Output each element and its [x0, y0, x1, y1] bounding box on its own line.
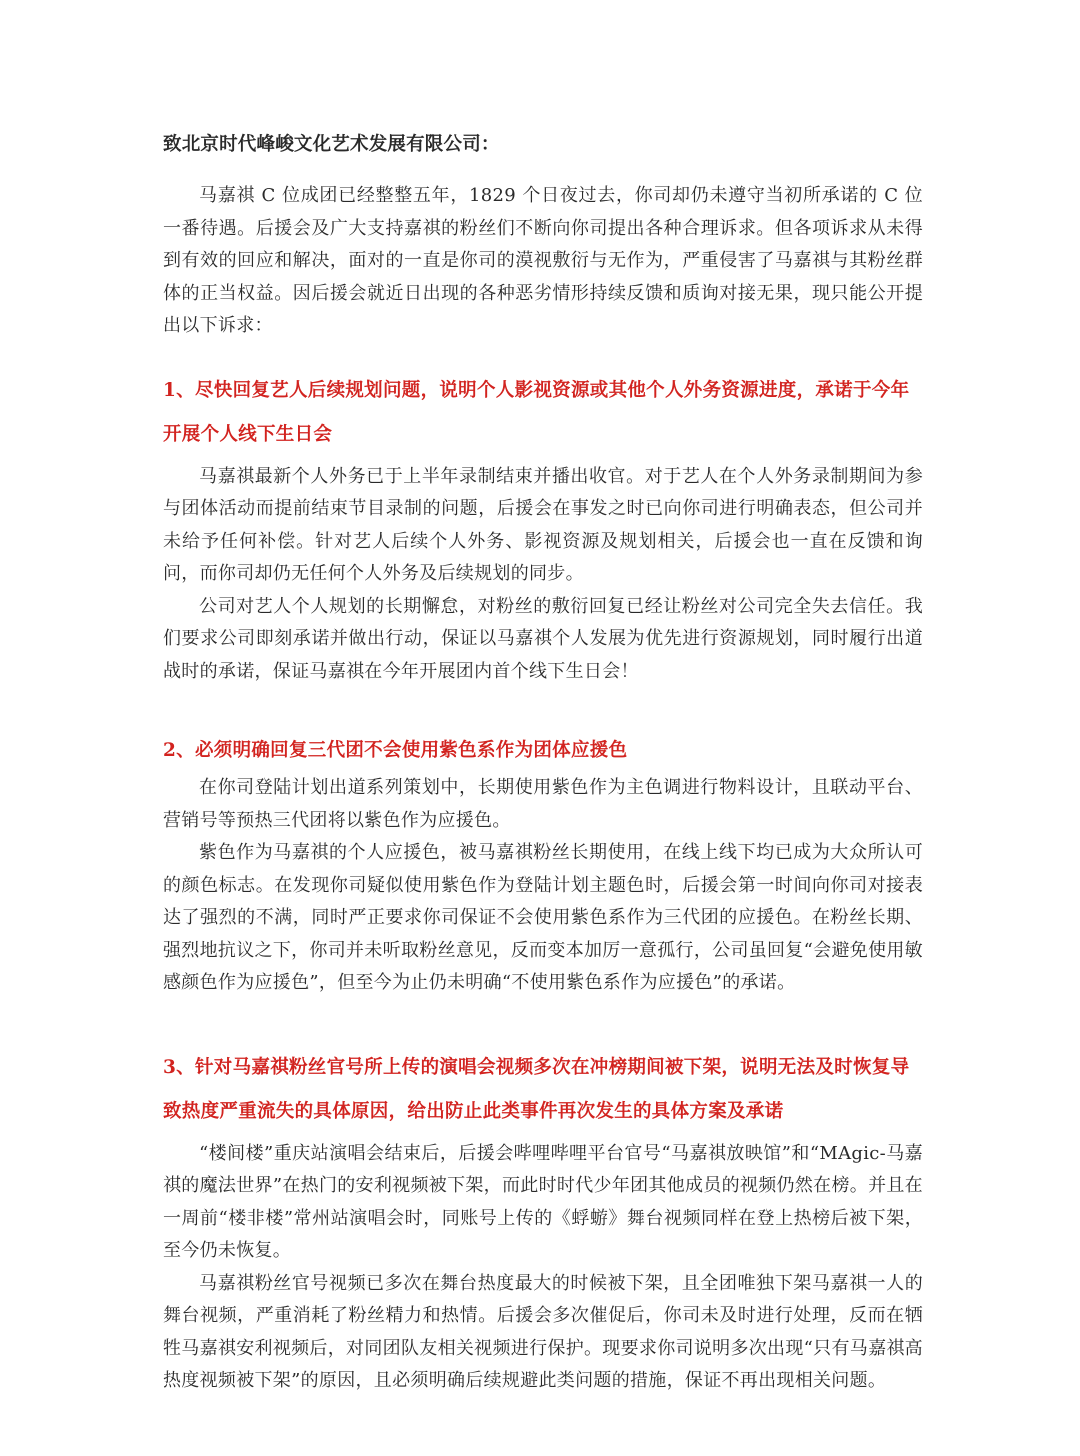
demand-heading-3: 3、针对马嘉祺粉丝官号所上传的演唱会视频多次在冲榜期间被下架，说明无法及时恢复导致热度严重流失的具体原因，给出防止此类事件再次发生的具体方案及承诺 [163, 1056, 910, 1122]
demand-1-paragraph-1: 马嘉祺最新个人外务已于上半年录制结束并播出收官。对于艺人在个人外务录制期间为参与团体活动而提前结束节目录制的问题，后援会在事发之时已向你司进行明确表态，但公司并未给予任何补偿。针对艺人后续个人外务、影视资源及规划相关，后援会也一直在反馈和询问，而你司却仍无任何个人外务及后续规划的同步。 [163, 465, 923, 584]
demand-2-paragraph-2: 紫色作为马嘉祺的个人应援色，被马嘉祺粉丝长期使用，在线上线下均已成为大众所认可的颜色标志。在发现你司疑似使用紫色作为登陆计划主题色时，后援会第一时间向你司对接表达了强烈的不满，同时严正要求你司保证不会使用紫色系作为三代团的应援色。在粉丝长期、强烈地抗议之下，你司并未听取粉丝意见，反而变本加厉一意孤行，公司虽回复“会避免使用敏感颜色作为应援色”，但至今为止仍未明确“不使用紫色系作为应援色”的承诺。 [163, 842, 923, 993]
demand-3-paragraph-2: 马嘉祺粉丝官号视频已多次在舞台热度最大的时候被下架，且全团唯独下架马嘉祺一人的舞台视频，严重消耗了粉丝精力和热情。后援会多次催促后，你司未及时进行处理，反而在牺牲马嘉祺安利视频后，对同团队友相关视频进行保护。现要求你司说明多次出现“只有马嘉祺高热度视频被下架”的原因，且必须明确后续规避此类问题的措施，保证不再出现相关问题。 [163, 1272, 923, 1391]
demand-section-3 [163, 1046, 923, 1398]
demand-section-2 [163, 734, 923, 1000]
demand-section-1 [163, 369, 923, 689]
salutation: 致北京时代峰峻文化艺术发展有限公司： [163, 134, 500, 155]
intro-paragraph: 马嘉祺 C 位成团已经整整五年，1829 个日夜过去，你司却仍未遵守当初所承诺的 C 位一番待遇。后援会及广大支持嘉祺的粉丝们不断向你司提出各种合理诉求。但各项诉求从未得到有效的回应和解决，面对的一直是你司的漠视敷衍与无作为，严重侵害了马嘉祺与其粉丝群体的正当权益。因后援会就近日出现的各种恶劣情形持续反馈和质询对接无果，现只能公开提出以下诉求： [163, 185, 923, 336]
demand-heading-1: 1、尽快回复艺人后续规划问题，说明个人影视资源或其他个人外务资源进度，承诺于今年开展个人线下生日会 [163, 379, 910, 445]
demand-heading-2: 2、必须明确回复三代团不会使用紫色系作为团体应援色 [163, 740, 628, 761]
demand-3-paragraph-1: “楼间楼”重庆站演唱会结束后，后援会哔哩哔哩平台官号“马嘉祺放映馆”和“MAgic-马嘉祺的魔法世界”在热门的安利视频被下架，而此时时代少年团其他成员的视频仍然在榜。并且在一周前“楼非楼”常州站演唱会时，同账号上传的《蜉蝣》舞台视频同样在登上热榜后被下架，至今仍未恢复。 [163, 1142, 923, 1261]
letter-page [163, 128, 923, 1398]
demand-1-paragraph-2: 公司对艺人个人规划的长期懈怠，对粉丝的敷衍回复已经让粉丝对公司完全失去信任。我们要求公司即刻承诺并做出行动，保证以马嘉祺个人发展为优先进行资源规划，同时履行出道战时的承诺，保证马嘉祺在今年开展团内首个线下生日会！ [163, 595, 923, 682]
demand-2-paragraph-1: 在你司登陆计划出道系列策划中，长期使用紫色作为主色调进行物料设计，且联动平台、营销号等预热三代团将以紫色作为应援色。 [163, 777, 923, 831]
